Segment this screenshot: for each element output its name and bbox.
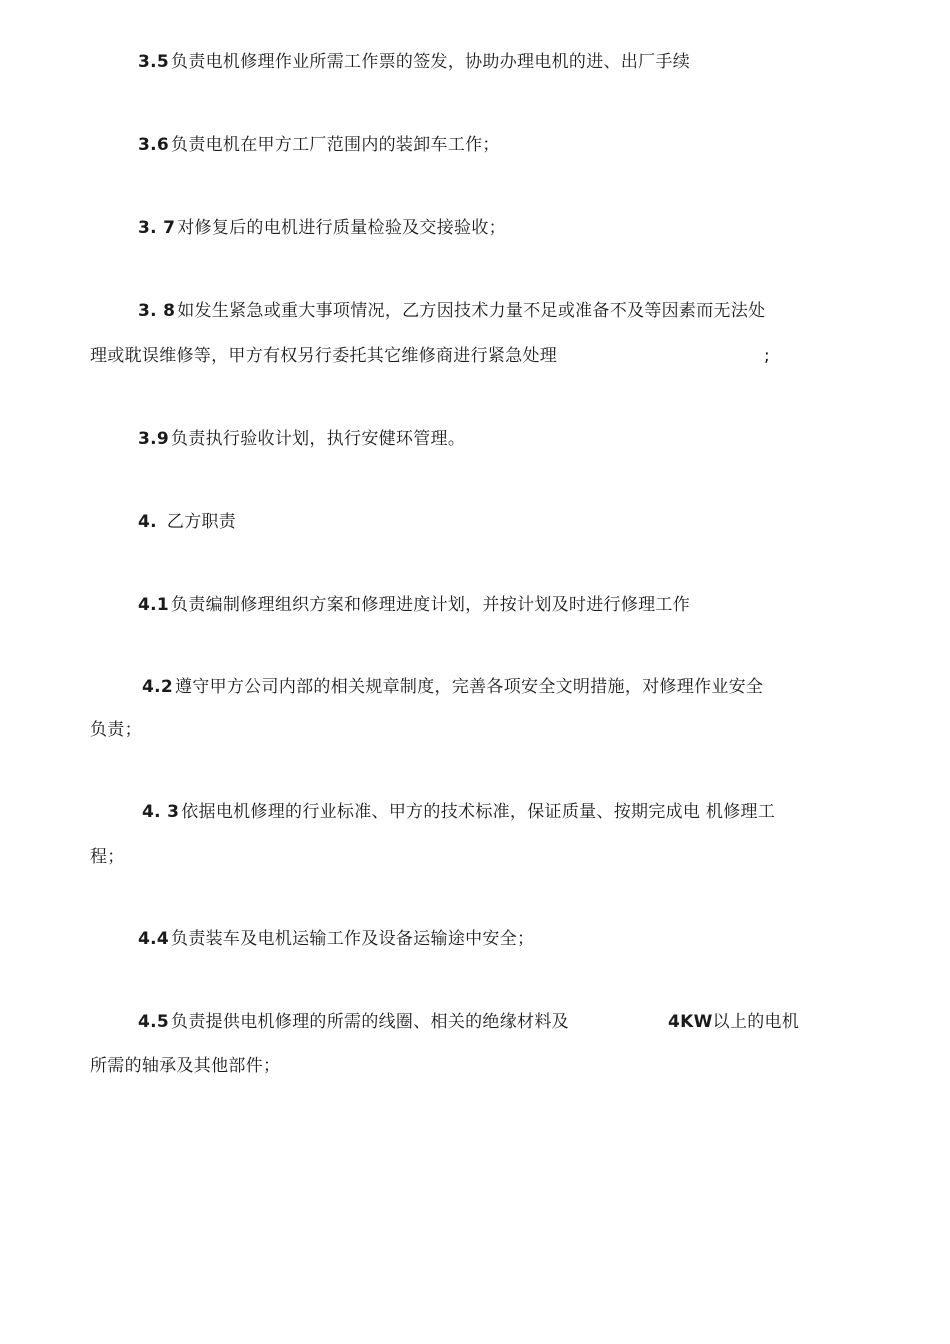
clause-text: 负责执行验收计划，执行安健环管理。 [171, 429, 466, 449]
clause-number: 4.1 [138, 595, 170, 615]
clause-3-7 [138, 216, 506, 240]
clause-text: 负责编制修理组织方案和修理进度计划，并按计划及时进行修理工作 [171, 595, 691, 615]
clause-number: 4.4 [138, 929, 170, 949]
clause-text: 对修复后的电机进行质量检验及交接验收； [177, 218, 506, 238]
clause-text: 负责电机修理作业所需工作票的签发，协助办理电机的进、出厂手续 [171, 52, 691, 72]
clause-text-continuation: 负责； [90, 720, 142, 740]
clause-4-2 [142, 675, 763, 699]
clause-number: 3. 8 [138, 301, 176, 321]
clause-4-5-continuation [90, 1054, 280, 1078]
clause-4-3 [142, 800, 775, 824]
section-4-heading [138, 510, 236, 534]
clause-4-5-spec [668, 1010, 799, 1034]
clause-4-3-continuation [90, 845, 125, 869]
clause-text-continuation: 理或耽误维修等，甲方有权另行委托其它维修商进行紧急处理 [90, 346, 558, 366]
clause-text: 遵守甲方公司内部的相关规章制度，完善各项安全文明措施，对修理作业安全 [175, 677, 764, 697]
clause-3-8-continuation [90, 344, 557, 368]
clause-number: 3. 7 [138, 218, 176, 238]
clause-number: 3.6 [138, 135, 170, 155]
clause-text: 负责提供电机修理的所需的线圈、相关的绝缘材料及 [171, 1012, 569, 1032]
clause-3-9 [138, 427, 465, 451]
clause-number: 4.5 [138, 1012, 170, 1032]
clause-text: 负责电机在甲方工厂范围内的装卸车工作； [171, 135, 500, 155]
clause-number: 4. 3 [142, 802, 180, 822]
clause-4-1 [138, 593, 690, 617]
clause-text-tail: ; [764, 346, 771, 366]
clause-text: 负责装车及电机运输工作及设备运输途中安全； [171, 929, 535, 949]
clause-text-continuation: 程； [90, 847, 125, 867]
section-number: 4. [138, 512, 157, 532]
clause-3-5 [138, 50, 690, 74]
clause-number: 4.2 [142, 677, 174, 697]
section-title: 乙方职责 [166, 512, 237, 532]
clause-4-2-continuation [90, 718, 142, 742]
clause-3-8-tail [764, 344, 770, 368]
clause-number: 3.5 [138, 52, 170, 72]
clause-3-6 [138, 133, 500, 157]
clause-3-8 [138, 299, 765, 323]
clause-text-continuation: 所需的轴承及其他部件； [90, 1056, 281, 1076]
clause-4-5 [138, 1010, 569, 1034]
clause-text: 依据电机修理的行业标准、甲方的技术标准，保证质量、按期完成电 机修理工 [181, 802, 776, 822]
clause-number: 3.9 [138, 429, 170, 449]
clause-4-4 [138, 927, 534, 951]
clause-text: 如发生紧急或重大事项情况，乙方因技术力量不足或准备不及等因素而无法处 [177, 301, 766, 321]
clause-text-after: 以上的电机 [712, 1012, 800, 1032]
power-rating: 4KW [668, 1012, 713, 1032]
